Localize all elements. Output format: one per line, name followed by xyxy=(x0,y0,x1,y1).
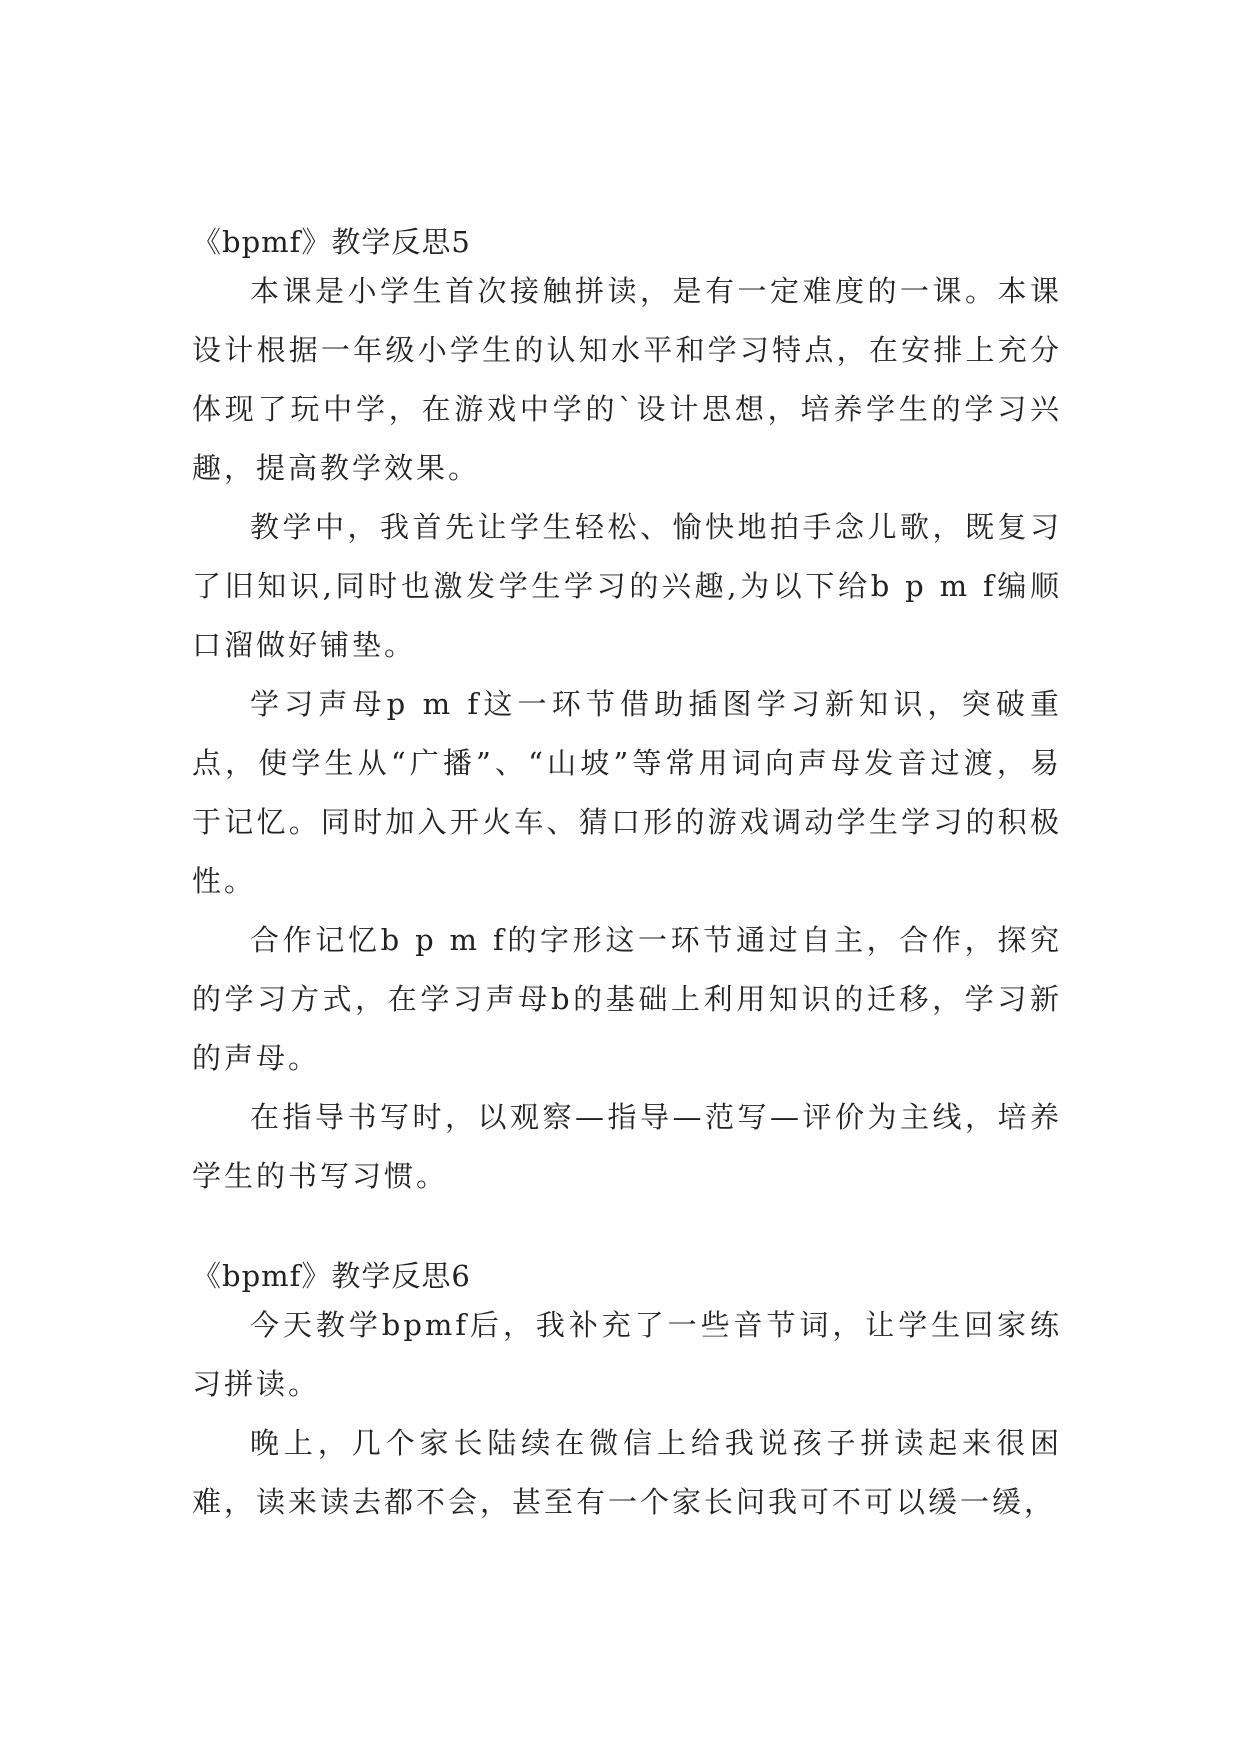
paragraph: 在指导书写时，以观察—指导—范写—评价为主线，培养学生的书写习惯。 xyxy=(192,1100,1062,1193)
document-body xyxy=(192,222,1062,1532)
reflection-section-5 xyxy=(192,222,1062,1206)
paragraph: 教学中，我首先让学生轻松、愉快地拍手念儿歌，既复习了旧知识,同时也激发学生学习的兴趣,为以下给b p m f编顺口溜做好铺垫。 xyxy=(192,510,1062,662)
paragraph: 学习声母p m f这一环节借助插图学习新知识，突破重点，使学生从“广播”、“山坡”等常用词向声母发音过渡，易于记忆。同时加入开火车、猜口形的游戏调动学生学习的积极性。 xyxy=(192,687,1062,898)
paragraph: 合作记忆b p m f的字形这一环节通过自主，合作，探究的学习方式，在学习声母b的基础上利用知识的迁移，学习新的声母。 xyxy=(192,923,1062,1075)
paragraph: 今天教学bpmf后，我补充了一些音节词，让学生回家练习拼读。 xyxy=(192,1308,1062,1401)
paragraph: 本课是小学生首次接触拼读，是有一定难度的一课。本课设计根据一年级小学生的认知水平和学习特点，在安排上充分体现了玩中学，在游戏中学的`设计思想，培养学生的学习兴趣，提高教学效果。 xyxy=(192,274,1062,485)
section-title: 《bpmf》教学反思5 xyxy=(192,225,471,259)
reflection-section-6 xyxy=(192,1256,1062,1532)
paragraph: 晚上，几个家长陆续在微信上给我说孩子拼读起来很困难，读来读去都不会，甚至有一个家长问我可不可以缓一缓， xyxy=(192,1426,1062,1519)
section-title: 《bpmf》教学反思6 xyxy=(192,1259,471,1293)
